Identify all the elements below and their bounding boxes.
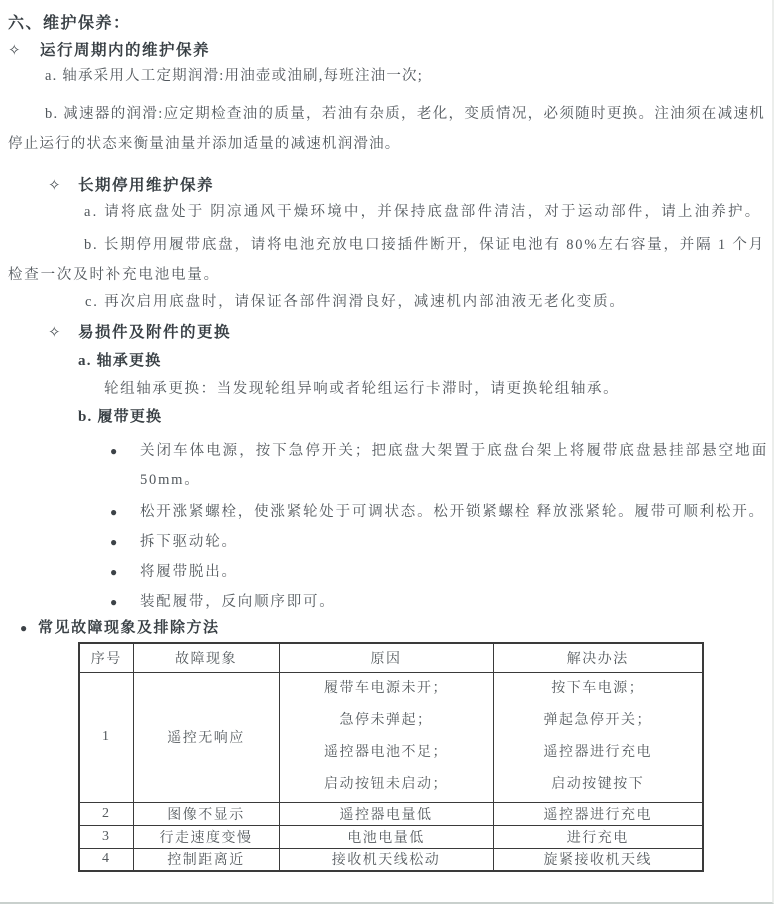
fault-row	[79, 848, 703, 871]
cell-solution: 旋紧接收机天线	[493, 848, 703, 871]
step-item	[110, 588, 772, 617]
cause-line: 急停未弹起；	[339, 713, 433, 728]
heading-running-cycle	[8, 38, 772, 60]
fault-row	[79, 802, 703, 825]
heading-running-cycle-label: 运行周期内的维护保养	[40, 42, 211, 59]
cell-solution	[493, 672, 703, 802]
bullet-icon: ●	[110, 444, 118, 458]
paragraph-storage-b: b. 长期停用履带底盘，请将电池充放电口接插件断开，保证电池有 80%左右容量，并隔 1 个月检查一次及时补充电池电量。	[8, 237, 765, 283]
cause-line: 启动按钮未启动；	[324, 777, 448, 792]
step-text: 将履带脱出。	[140, 564, 238, 580]
step-text: 松开涨紧螺栓，使涨紧轮处于可调状态。松开锁紧螺栓 释放涨紧轮。履带可顺利松开。	[140, 504, 765, 520]
cell-cause: 接收机天线松动	[279, 848, 493, 871]
heading-common-faults-label: 常见故障现象及排除方法	[38, 620, 220, 636]
solution-line: 弹起急停开关；	[543, 713, 652, 728]
paragraph-bearing-lubrication: a. 轴承采用人工定期润滑:用油壶或油刷,每班注油一次;	[45, 68, 423, 84]
step-text: 装配履带，反向顺序即可。	[140, 594, 336, 610]
heading-common-faults	[20, 618, 772, 639]
cell-no: 2	[79, 802, 133, 825]
diamond-icon: ✧	[48, 325, 63, 341]
cause-line: 遥控器电池不足；	[324, 745, 448, 760]
paragraph-wheel-bearing: 轮组轴承更换：当发现轮组异响或者轮组运行卡滞时，请更换轮组轴承。	[104, 381, 620, 397]
cell-no: 3	[79, 825, 133, 848]
cell-no: 4	[79, 848, 133, 871]
cell-phenomenon: 遥控无响应	[133, 672, 279, 802]
header-cell-cause: 原因	[279, 643, 493, 672]
diamond-icon: ✧	[48, 178, 63, 194]
cell-no: 1	[79, 672, 133, 802]
fault-row	[79, 825, 703, 848]
step-item	[110, 528, 772, 557]
heading-track-replacement: b. 履带更换	[78, 409, 163, 425]
cause-line: 履带车电源未开；	[324, 681, 448, 696]
bullet-icon: ●	[110, 505, 118, 519]
bullet-icon: ●	[20, 621, 29, 635]
diamond-icon: ✧	[8, 43, 23, 59]
fault-row	[79, 672, 703, 802]
step-text: 拆下驱动轮。	[140, 534, 238, 550]
heading-bearing-replacement: a. 轴承更换	[78, 353, 162, 369]
step-text: 关闭车体电源，按下急停开关；把底盘大架置于底盘台架上将履带底盘悬挂部悬空地面 50mm。	[140, 443, 768, 488]
bullet-icon: ●	[110, 595, 118, 609]
cell-phenomenon: 控制距离近	[133, 848, 279, 871]
heading-wearing-parts-label: 易损件及附件的更换	[78, 324, 232, 341]
header-cell-phenomenon: 故障现象	[133, 643, 279, 672]
paragraph-reducer-lubrication: b. 减速器的润滑:应定期检查油的质量，若油有杂质，老化，变质情况，必须随时更换。注油须在减速机停止运行的状态来衡量油量并添加适量的减速机润滑油。	[8, 106, 765, 152]
bullet-icon: ●	[110, 535, 118, 549]
cell-phenomenon: 行走速度变慢	[133, 825, 279, 848]
solution-line: 启动按键按下	[551, 777, 645, 792]
fault-table	[78, 642, 704, 872]
cell-cause: 遥控器电量低	[279, 802, 493, 825]
cell-phenomenon: 图像不显示	[133, 802, 279, 825]
header-cell-no: 序号	[79, 643, 133, 672]
fault-table-header-row	[79, 643, 703, 672]
cell-solution: 进行充电	[493, 825, 703, 848]
solution-line: 按下车电源；	[551, 681, 645, 696]
bullet-icon: ●	[110, 565, 118, 579]
heading-long-term-storage	[48, 173, 772, 195]
step-item	[110, 437, 772, 495]
page-title: 六、维护保养：	[8, 15, 131, 32]
header-cell-solution: 解决办法	[493, 643, 703, 672]
step-item	[110, 498, 772, 527]
cell-cause: 电池电量低	[279, 825, 493, 848]
cell-cause	[279, 672, 493, 802]
step-item	[110, 558, 772, 587]
heading-wearing-parts	[48, 320, 772, 342]
cell-solution: 遥控器进行充电	[493, 802, 703, 825]
paragraph-storage-a: a. 请将底盘处于 阴凉通风干燥环境中，并保持底盘部件清洁，对于运动部件，请上油养护。	[84, 204, 762, 220]
paragraph-storage-c: c. 再次启用底盘时，请保证各部件润滑良好，减速机内部油液无老化变质。	[85, 294, 626, 310]
solution-line: 遥控器进行充电	[543, 745, 652, 760]
heading-long-term-storage-label: 长期停用维护保养	[78, 177, 215, 194]
